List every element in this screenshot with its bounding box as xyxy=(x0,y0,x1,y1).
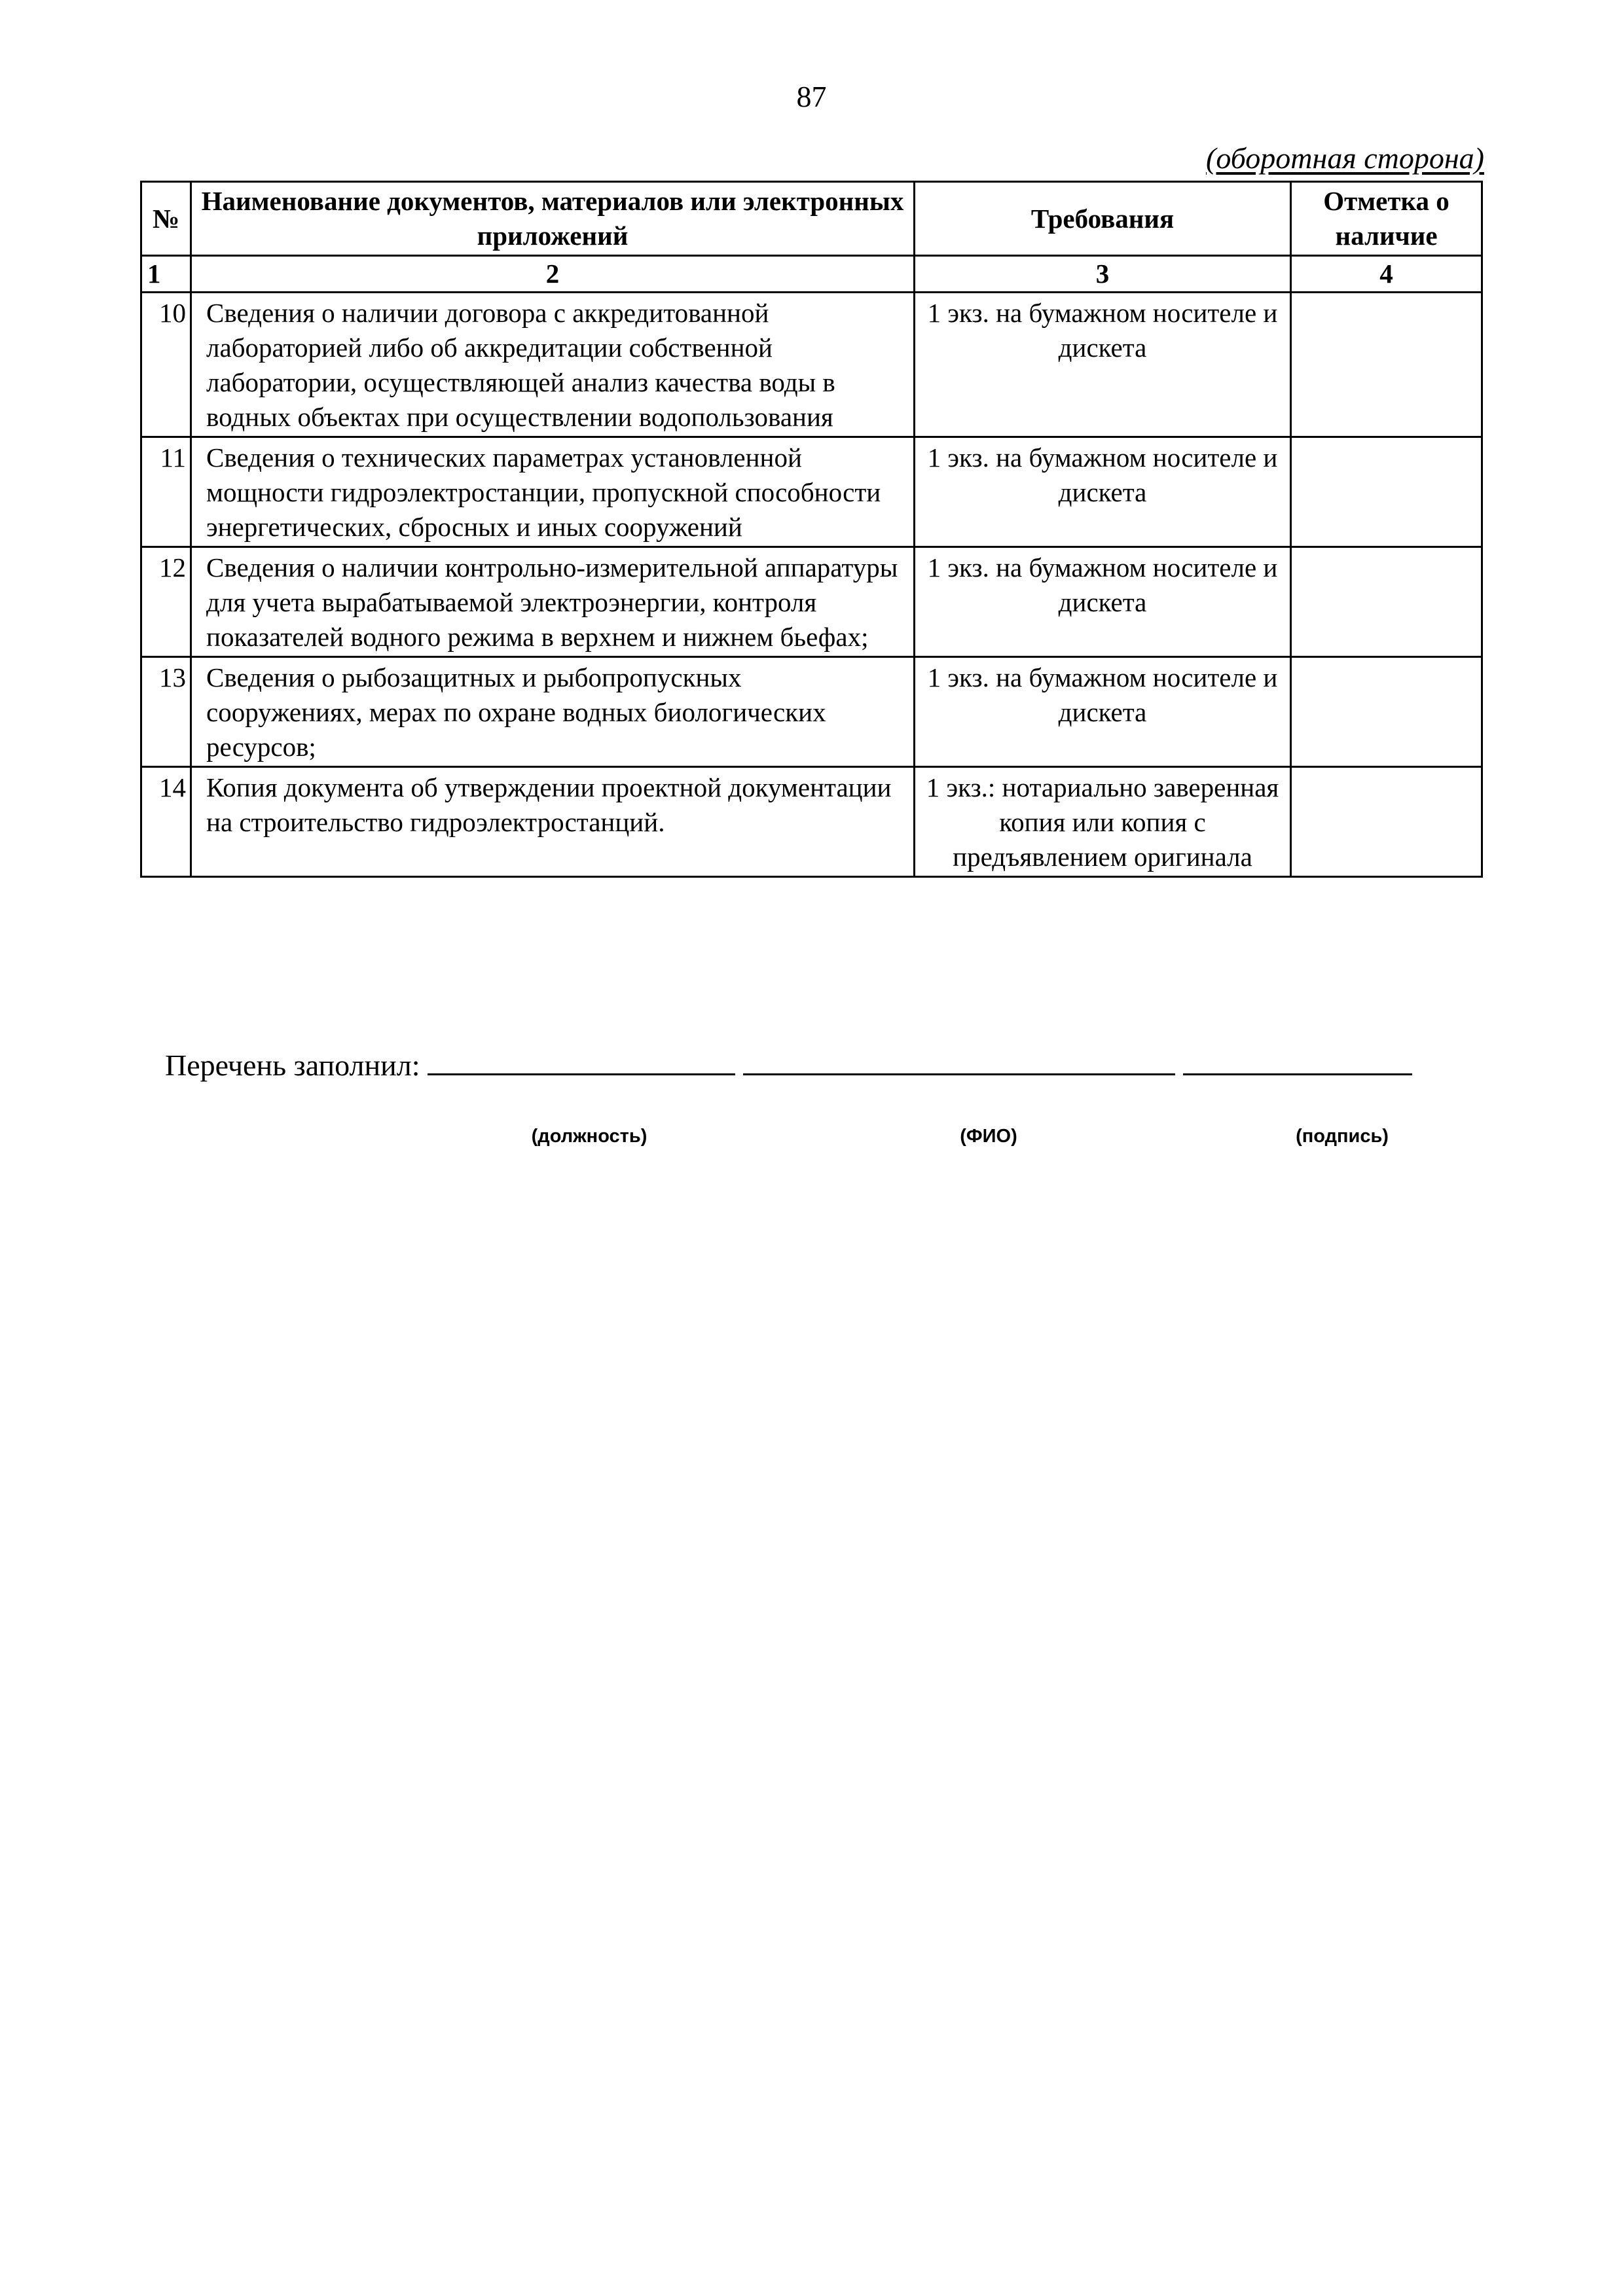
table-row xyxy=(141,767,1482,877)
sign-field[interactable] xyxy=(1183,1049,1412,1075)
row-mark xyxy=(1291,767,1482,877)
row-name: Сведения о наличии контрольно-измерительной аппаратуры для учета вырабатываемой электроэнергии, контроля показателей водного режима в верхнем и нижнем бьефах; xyxy=(191,547,915,657)
column-index-3: 3 xyxy=(915,256,1291,293)
page-number: 87 xyxy=(796,80,827,113)
row-num: 13 xyxy=(141,657,191,767)
signature-label: Перечень заполнил: xyxy=(165,1049,420,1082)
table-row xyxy=(141,437,1482,547)
table-row xyxy=(141,547,1482,657)
signature-line xyxy=(165,1046,1412,1085)
side-note: (оборотная сторона) xyxy=(1206,141,1484,175)
header-num: № xyxy=(141,182,191,256)
header-mark: Отметка о наличие xyxy=(1291,182,1482,256)
name-caption: (ФИО) xyxy=(960,1126,1017,1147)
position-caption: (должность) xyxy=(531,1126,647,1147)
row-name: Сведения о рыбозащитных и рыбопропускных сооружениях, мерах по охране водных биологических ресурсов; xyxy=(191,657,915,767)
row-mark xyxy=(1291,657,1482,767)
table-row xyxy=(141,657,1482,767)
row-name: Копия документа об утверждении проектной документации на строительство гидроэлектростанций. xyxy=(191,767,915,877)
position-field[interactable] xyxy=(428,1049,735,1075)
row-name: Сведения о наличии договора с аккредитованной лабораторией либо об аккредитации собственной лаборатории, осуществляющей анализ качества воды в водных объектах при осуществлении водопользования xyxy=(191,293,915,437)
row-num: 10 xyxy=(141,293,191,437)
table-row xyxy=(141,293,1482,437)
table-header-row xyxy=(141,182,1482,256)
column-index-row xyxy=(141,256,1482,293)
column-index-2: 2 xyxy=(191,256,915,293)
row-requirements: 1 экз. на бумажном носителе и дискета xyxy=(915,547,1291,657)
documents-table xyxy=(140,181,1483,878)
row-name: Сведения о технических параметрах установленной мощности гидроэлектростанции, пропускной способности энергетических, сбросных и иных сооружений xyxy=(191,437,915,547)
row-mark xyxy=(1291,547,1482,657)
column-index-1: 1 xyxy=(141,256,191,293)
header-requirements: Требования xyxy=(915,182,1291,256)
row-requirements: 1 экз.: нотариально заверенная копия или копия с предъявлением оригинала xyxy=(915,767,1291,877)
row-num: 11 xyxy=(141,437,191,547)
row-requirements: 1 экз. на бумажном носителе и дискета xyxy=(915,437,1291,547)
row-mark xyxy=(1291,293,1482,437)
name-field[interactable] xyxy=(743,1049,1175,1075)
column-index-4: 4 xyxy=(1291,256,1482,293)
row-num: 12 xyxy=(141,547,191,657)
row-num: 14 xyxy=(141,767,191,877)
row-mark xyxy=(1291,437,1482,547)
header-name: Наименование документов, материалов или электронных приложений xyxy=(191,182,915,256)
sign-caption: (подпись) xyxy=(1296,1126,1389,1147)
row-requirements: 1 экз. на бумажном носителе и дискета xyxy=(915,293,1291,437)
row-requirements: 1 экз. на бумажном носителе и дискета xyxy=(915,657,1291,767)
